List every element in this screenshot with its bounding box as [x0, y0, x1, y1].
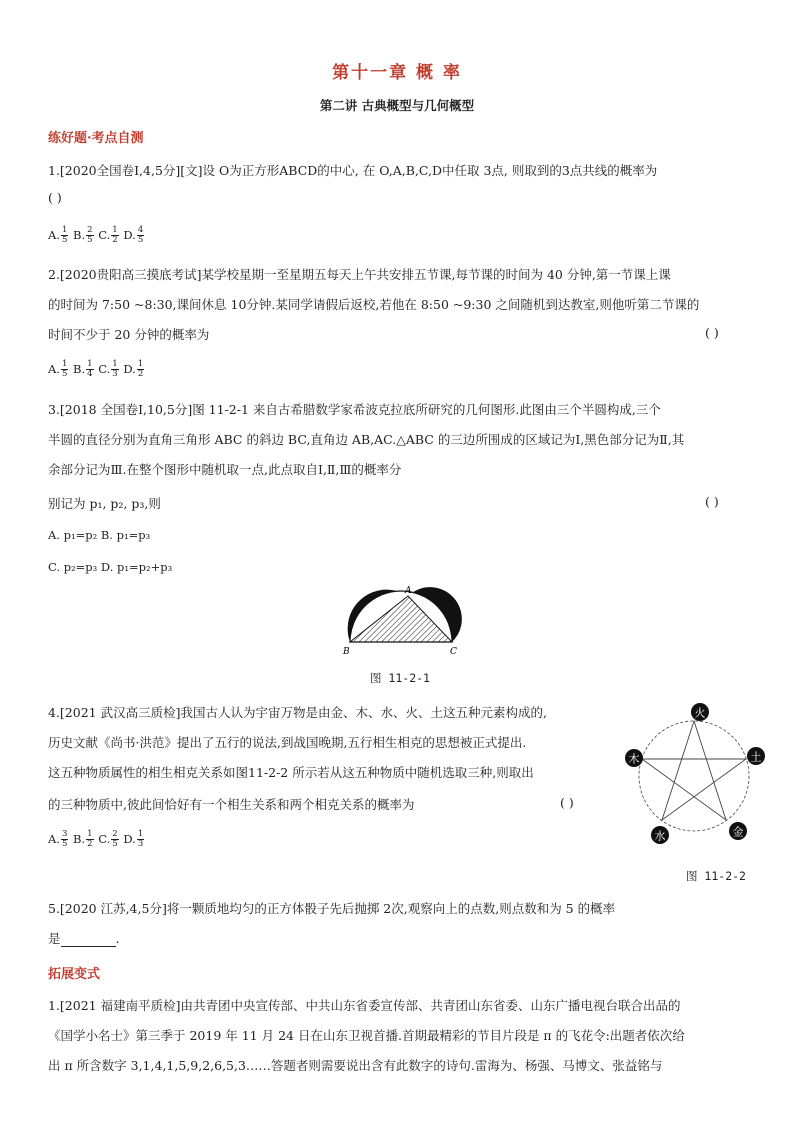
q5-text-line2: 是 .: [48, 931, 120, 946]
q2-options: [48, 360, 145, 379]
q4-text-line3: 这五种物质属性的相生相克关系如图11-2-2 所示若从这五种物质中随机选取三种,则取出: [48, 765, 534, 780]
q4-option-d: D. $\frac{1}{3}$: [123, 829, 144, 849]
vertex-a-label: A: [405, 586, 412, 596]
q2-option-c: C. $\frac{1}{3}$: [98, 359, 118, 379]
element-wood-label: 木: [628, 752, 640, 766]
element-fire-node: [691, 703, 709, 721]
q4-text-line4: 的三种物质中,彼此间恰好有一个相生关系和两个相克关系的概率为: [48, 797, 415, 812]
q2-text-line3: 时间不少于 20 分钟的概率为: [48, 327, 210, 342]
q3-text-line2: 半圆的直径分别为直角三角形 ABC 的斜边 BC,直角边 AB,AC.△ABC 的三边所围成的区域记为Ⅰ,黑色部分记为Ⅱ,其: [48, 432, 685, 447]
element-earth-label: 土: [750, 750, 762, 764]
q1-option-a: A. $\frac{1}{5}$: [48, 225, 68, 245]
q5-answer-blank: [61, 934, 116, 947]
element-earth-node: [747, 747, 765, 765]
element-water-node: [651, 826, 669, 844]
q2-option-a: A. $\frac{1}{5}$: [48, 359, 68, 379]
q1-options: [48, 226, 145, 245]
q1-option-d: D. $\frac{4}{5}$: [123, 225, 144, 245]
vertex-c-label: C: [450, 647, 457, 657]
ext1-text-line3: 出 π 所含数字 3,1,4,1,5,9,2,6,5,3……答题者则需要说出含有此数字的诗句.雷海为、杨强、马博文、张益铭与: [48, 1058, 663, 1073]
element-fire-label: 火: [694, 706, 706, 720]
q5-text-line1: 5.[2020 江苏,4,5分]将一颗质地均匀的正方体骰子先后抛掷 2次,观察向上的点数,则点数和为 5 的概率: [48, 901, 616, 916]
q4-option-b: B. $\frac{1}{2}$: [73, 829, 93, 849]
q2-option-b: B. $\frac{1}{4}$: [73, 359, 93, 379]
vertex-b-label: B: [343, 647, 350, 657]
q1-text: 1.[2020全国卷Ⅰ,4,5分][文]设 O为正方形ABCD的中心, 在 O,A,B,C,D中任取 3点, 则取到的3点共线的概率为: [48, 163, 658, 178]
figure-11-2-2-caption: 图 11-2-2: [686, 869, 746, 883]
q3-text-line3: 余部分记为Ⅲ.在整个图形中随机取一点,此点取自Ⅰ,Ⅱ,Ⅲ的概率分: [48, 462, 402, 477]
q1-answer-paren: ( ): [48, 190, 62, 205]
q3-text-line4: 别记为 p₁, p₂, p₃,则: [48, 496, 161, 511]
q3-answer-paren: ( ): [705, 494, 719, 509]
q2-option-d: D. $\frac{1}{2}$: [123, 359, 144, 379]
q2-answer-paren: ( ): [705, 325, 719, 340]
q4-text-line1: 4.[2021 武汉高三质检]我国古人认为宇宙万物是由金、木、水、火、土这五种元素构成的,: [48, 705, 547, 720]
q4-answer-paren: ( ): [560, 795, 574, 810]
figure-11-2-1-caption: 图 11-2-1: [370, 671, 430, 685]
element-metal-label: 金: [732, 825, 744, 839]
generation-cycle: [639, 721, 749, 831]
element-water-label: 水: [654, 829, 666, 843]
q1-option-c: C. $\frac{1}{2}$: [98, 225, 118, 245]
section-heading-practice: 练好题·考点自测: [48, 131, 144, 146]
q2-text-line2: 的时间为 7:50 ~8:30,课间休息 10分钟.某同学请假后返校,若他在 8:50 ~9:30 之间随机到达教室,则他听第二节课的: [48, 297, 700, 312]
lesson-subtitle: 第二讲 古典概型与几何概型: [319, 98, 475, 113]
ext1-text-line1: 1.[2021 福建南平质检]由共青团中央宣传部、中共山东省委宣传部、共青团山东省委、山东广播电视台联合出品的: [48, 998, 681, 1013]
q1-option-b: B. $\frac{2}{5}$: [73, 225, 93, 245]
q3-options-cd: C. p₂=p₃ D. p₁=p₂+p₃: [48, 560, 173, 574]
q3-text-line1: 3.[2018 全国卷Ⅰ,10,5分]图 11-2-1 来自古希腊数学家希波克拉底所研究的几何图形.此图由三个半圆构成,三个: [48, 402, 661, 417]
q2-text-line1: 2.[2020贵阳高三摸底考试]某学校星期一至星期五每天上午共安排五节课,每节课的时间为 40 分钟,第一节课上课: [48, 267, 671, 282]
q4-option-a: A. $\frac{3}{5}$: [48, 829, 68, 849]
element-wood-node: [625, 749, 643, 767]
q4-option-c: C. $\frac{2}{5}$: [98, 829, 118, 849]
q3-options-ab: A. p₁=p₂ B. p₁=p₃: [48, 528, 151, 542]
chapter-title: 第十一章 概 率: [332, 63, 462, 83]
section-heading-extension: 拓展变式: [48, 967, 101, 982]
five-elements-figure: [620, 698, 768, 848]
hippocrates-lune-figure: [330, 580, 470, 660]
ext1-text-line2: 《国学小名士》第三季于 2019 年 11 月 24 日在山东卫视首播.首期最精彩的节目片段是 π 的飞花令:出题者依次给: [48, 1028, 685, 1043]
q4-text-line2: 历史文献《尚书·洪范》提出了五行的说法,到战国晚期,五行相生相克的思想被正式提出.: [48, 735, 527, 750]
element-metal-node: [729, 822, 747, 840]
q4-options: [48, 830, 145, 849]
restraint-star: [642, 721, 746, 820]
